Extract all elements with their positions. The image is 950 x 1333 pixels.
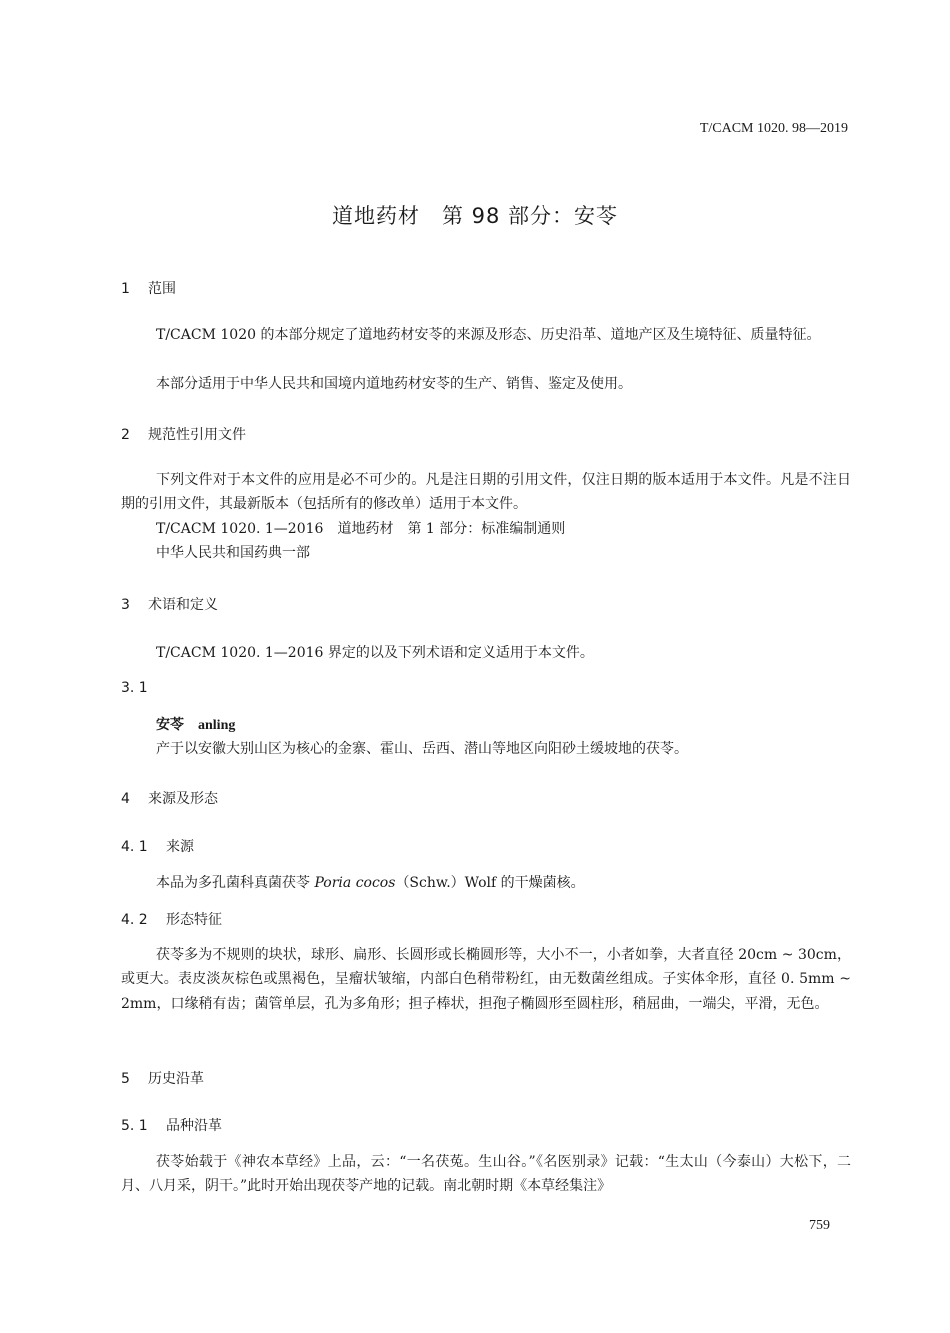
history-paragraph: 茯苓始载于《神农本草经》上品，云：“一名茯菟。生山谷。”《名医别录》记载：“生太山（今泰山）大松下，二月、八月采，阴干。”此时开始出现茯苓产地的记载。南北朝时期《本草经集注》 (121, 1154, 851, 1195)
section-1-heading (121, 278, 176, 298)
subsection-number: 4. 2 (121, 912, 148, 928)
section-title: 规范性引用文件 (148, 427, 246, 443)
section-2-paragraph-1: 下列文件对于本文件的应用是必不可少的。凡是注日期的引用文件，仅注日期的版本适用于本文件。凡是不注日期的引用文件，其最新版本（包括所有的修改单）适用于本文件。 (121, 472, 851, 513)
section-title: 来源及形态 (148, 791, 218, 807)
page-number: 759 (809, 1218, 830, 1233)
subsection-title: 品种沿革 (166, 1118, 222, 1134)
subsection-4-2-heading (121, 909, 222, 929)
subsection-3-1-number: 3. 1 (121, 680, 148, 696)
subsection-title: 来源 (166, 839, 194, 855)
section-title: 术语和定义 (148, 597, 218, 613)
section-title: 范围 (148, 281, 176, 297)
source-paragraph (121, 871, 851, 895)
section-1-paragraph-2: 本部分适用于中华人民共和国境内道地药材安苓的生产、销售、鉴定及使用。 (156, 376, 632, 392)
subsection-title: 形态特征 (166, 912, 222, 928)
standard-code: T/CACM 1020. 98—2019 (699, 121, 848, 136)
section-number: 3 (121, 597, 130, 613)
section-title: 历史沿革 (148, 1071, 204, 1087)
section-number: 4 (121, 791, 130, 807)
section-5-heading (121, 1068, 204, 1088)
section-number: 1 (121, 281, 130, 297)
latin-name: Poria cocos (314, 875, 396, 891)
subsection-5-1-heading (121, 1115, 222, 1135)
morphology-paragraph: 茯苓多为不规则的块状，球形、扁形、长圆形或长椭圆形等，大小不一，小者如拳，大者直径 20cm ~ 30cm，或更大。表皮淡灰棕色或黑褐色，呈瘤状皱缩，内部白色稍带粉红，由无数菌丝组成。子实体伞形，直径 0. 5mm ~ 2mm，口缘稍有齿；菌管单层，孔为多角形；担子棒状，担孢子椭圆形至圆柱形，稍屈曲，一端尖，平滑，无色。 (121, 947, 851, 1012)
term-chinese: 安苓 (156, 717, 184, 733)
term-definition: 产于以安徽大别山区为核心的金寨、霍山、岳西、潜山等地区向阳砂土缓坡地的茯苓。 (156, 741, 688, 757)
section-3-paragraph-1: T/CACM 1020. 1—2016 界定的以及下列术语和定义适用于本文件。 (156, 645, 594, 661)
section-number: 2 (121, 427, 130, 443)
normative-reference-2: 中华人民共和国药典一部 (156, 545, 310, 561)
subsection-4-1-heading (121, 836, 194, 856)
section-3-heading (121, 594, 218, 614)
section-number: 5 (121, 1071, 130, 1087)
term-english: anling (198, 718, 236, 733)
section-2-heading (121, 424, 246, 444)
source-text-pre: 本品为多孔菌科真菌茯苓 (156, 875, 315, 891)
normative-reference-1: T/CACM 1020. 1—2016 道地药材 第 1 部分：标准编制通则 (156, 521, 566, 537)
term-entry (156, 714, 235, 734)
subsection-number: 4. 1 (121, 839, 148, 855)
page-title: 道地药材 第 98 部分：安苓 (331, 204, 619, 228)
section-1-paragraph-1: T/CACM 1020 的本部分规定了道地药材安苓的来源及形态、历史沿革、道地产区及生境特征、质量特征。 (156, 327, 821, 343)
subsection-number: 5. 1 (121, 1118, 148, 1134)
source-text-post: （Schw.）Wolf 的干燥菌核。 (395, 875, 585, 891)
section-4-heading (121, 788, 218, 808)
